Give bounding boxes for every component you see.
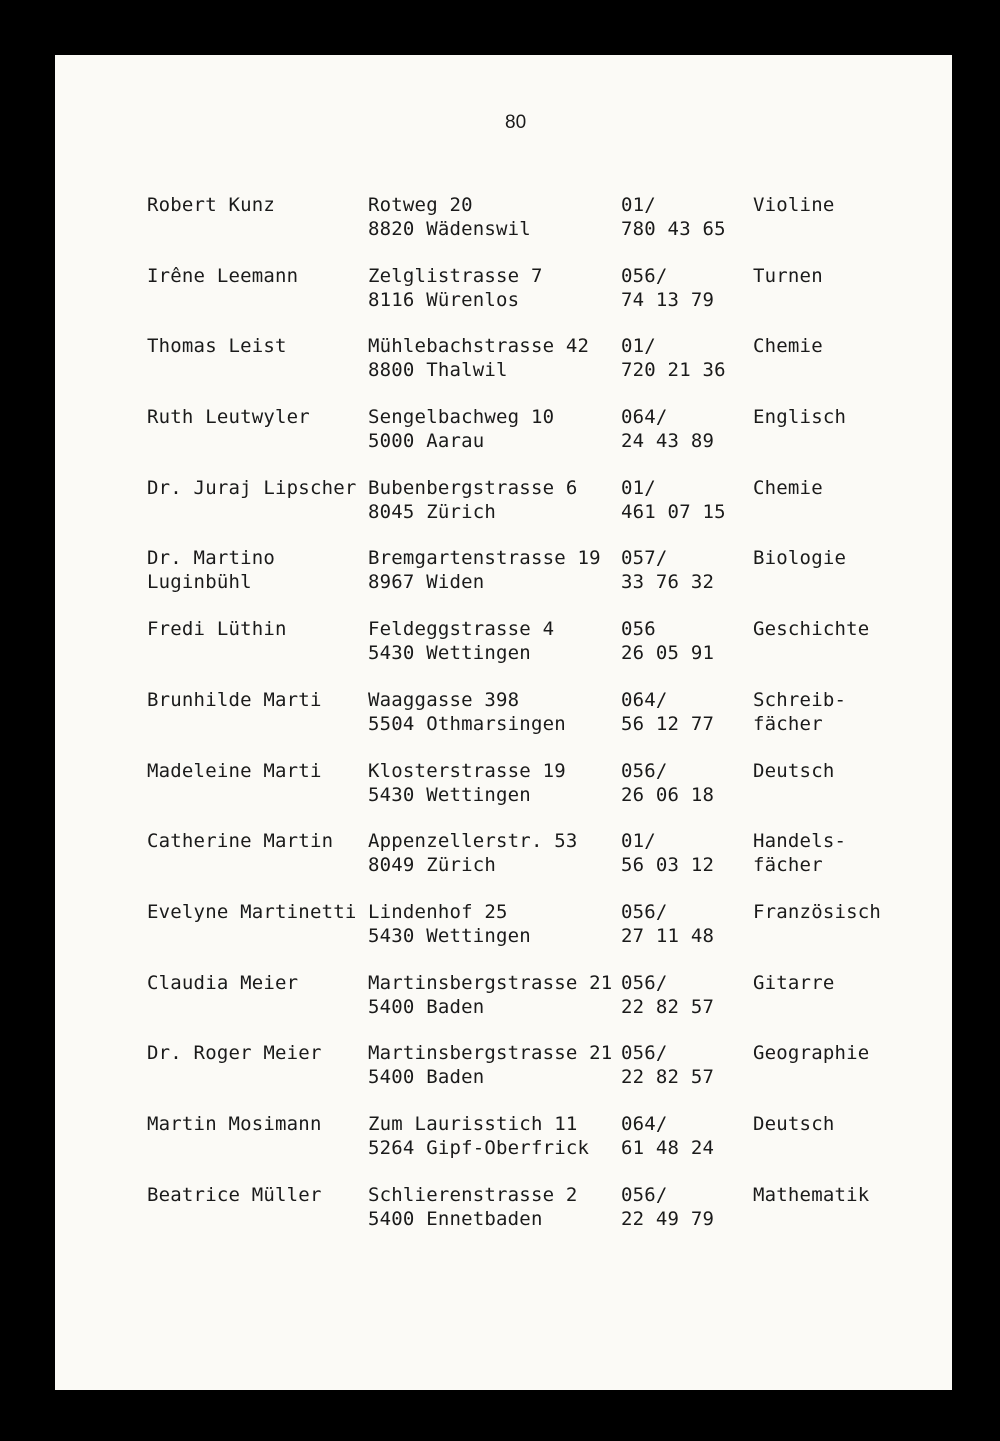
list-item	[55, 900, 952, 960]
address: Zelglistrasse 7 8116 Würenlos	[368, 265, 543, 311]
subject: Geschichte	[753, 618, 870, 640]
subject: Schreib- fächer	[753, 689, 847, 735]
person-name: Martin Mosimann	[147, 1113, 322, 1135]
phone-number: 064/ 61 48 24	[621, 1113, 715, 1159]
phone-number: 056 26 05 91	[621, 618, 715, 664]
person-name: Fredi Lüthin	[147, 618, 287, 640]
list-item	[55, 334, 952, 394]
person-name: Thomas Leist	[147, 335, 287, 357]
subject: Französisch	[753, 901, 882, 923]
address: Feldeggstrasse 4 5430 Wettingen	[368, 618, 555, 664]
list-item	[55, 759, 952, 819]
person-name: Dr. Juraj Lipscher	[147, 477, 357, 499]
subject: Deutsch	[753, 760, 835, 782]
phone-number: 01/ 461 07 15	[621, 477, 726, 523]
list-item	[55, 476, 952, 536]
person-name: Claudia Meier	[147, 972, 299, 994]
address: Rotweg 20 8820 Wädenswil	[368, 194, 531, 240]
subject: Turnen	[753, 265, 823, 287]
subject: Deutsch	[753, 1113, 835, 1135]
phone-number: 056/ 22 82 57	[621, 1042, 715, 1088]
subject: Mathematik	[753, 1184, 870, 1206]
subject: Chemie	[753, 477, 823, 499]
subject: Gitarre	[753, 972, 835, 994]
subject: Handels- fächer	[753, 830, 847, 876]
phone-number: 056/ 74 13 79	[621, 265, 715, 311]
phone-number: 01/ 780 43 65	[621, 194, 726, 240]
person-name: Madeleine Marti	[147, 760, 322, 782]
list-item	[55, 193, 952, 253]
address: Mühlebachstrasse 42 8800 Thalwil	[368, 335, 590, 381]
person-name: Ruth Leutwyler	[147, 406, 310, 428]
person-name: Dr. Roger Meier	[147, 1042, 322, 1064]
subject: Englisch	[753, 406, 847, 428]
address: Lindenhof 25 5430 Wettingen	[368, 901, 531, 947]
address: Bubenbergstrasse 6 8045 Zürich	[368, 477, 578, 523]
person-name: Brunhilde Marti	[147, 689, 322, 711]
person-name: Irêne Leemann	[147, 265, 299, 287]
list-item	[55, 405, 952, 465]
document-page	[55, 55, 952, 1390]
page-number: 80	[505, 112, 527, 133]
address: Martinsbergstrasse 21 5400 Baden	[368, 1042, 613, 1088]
list-item	[55, 264, 952, 324]
list-item	[55, 688, 952, 748]
list-item	[55, 829, 952, 889]
phone-number: 057/ 33 76 32	[621, 547, 715, 593]
address: Appenzellerstr. 53 8049 Zürich	[368, 830, 578, 876]
list-item	[55, 546, 952, 606]
address: Zum Laurisstich 11 5264 Gipf-Oberfrick	[368, 1113, 590, 1159]
address: Sengelbachweg 10 5000 Aarau	[368, 406, 555, 452]
address: Martinsbergstrasse 21 5400 Baden	[368, 972, 613, 1018]
phone-number: 01/ 56 03 12	[621, 830, 715, 876]
phone-number: 056/ 26 06 18	[621, 760, 715, 806]
person-name: Evelyne Martinetti	[147, 901, 357, 923]
address: Klosterstrasse 19 5430 Wettingen	[368, 760, 566, 806]
phone-number: 064/ 24 43 89	[621, 406, 715, 452]
phone-number: 056/ 22 49 79	[621, 1184, 715, 1230]
person-name: Catherine Martin	[147, 830, 334, 852]
person-name: Robert Kunz	[147, 194, 276, 216]
list-item	[55, 1041, 952, 1101]
list-item	[55, 1183, 952, 1243]
address: Bremgartenstrasse 19 8967 Widen	[368, 547, 601, 593]
list-item	[55, 1112, 952, 1172]
subject: Biologie	[753, 547, 847, 569]
subject: Geographie	[753, 1042, 870, 1064]
person-name: Dr. Martino Luginbühl	[147, 547, 276, 593]
phone-number: 056/ 27 11 48	[621, 901, 715, 947]
subject: Violine	[753, 194, 835, 216]
list-item	[55, 971, 952, 1031]
phone-number: 056/ 22 82 57	[621, 972, 715, 1018]
list-item	[55, 617, 952, 677]
subject: Chemie	[753, 335, 823, 357]
phone-number: 064/ 56 12 77	[621, 689, 715, 735]
person-name: Beatrice Müller	[147, 1184, 322, 1206]
phone-number: 01/ 720 21 36	[621, 335, 726, 381]
address: Schlierenstrasse 2 5400 Ennetbaden	[368, 1184, 578, 1230]
address: Waaggasse 398 5504 Othmarsingen	[368, 689, 566, 735]
